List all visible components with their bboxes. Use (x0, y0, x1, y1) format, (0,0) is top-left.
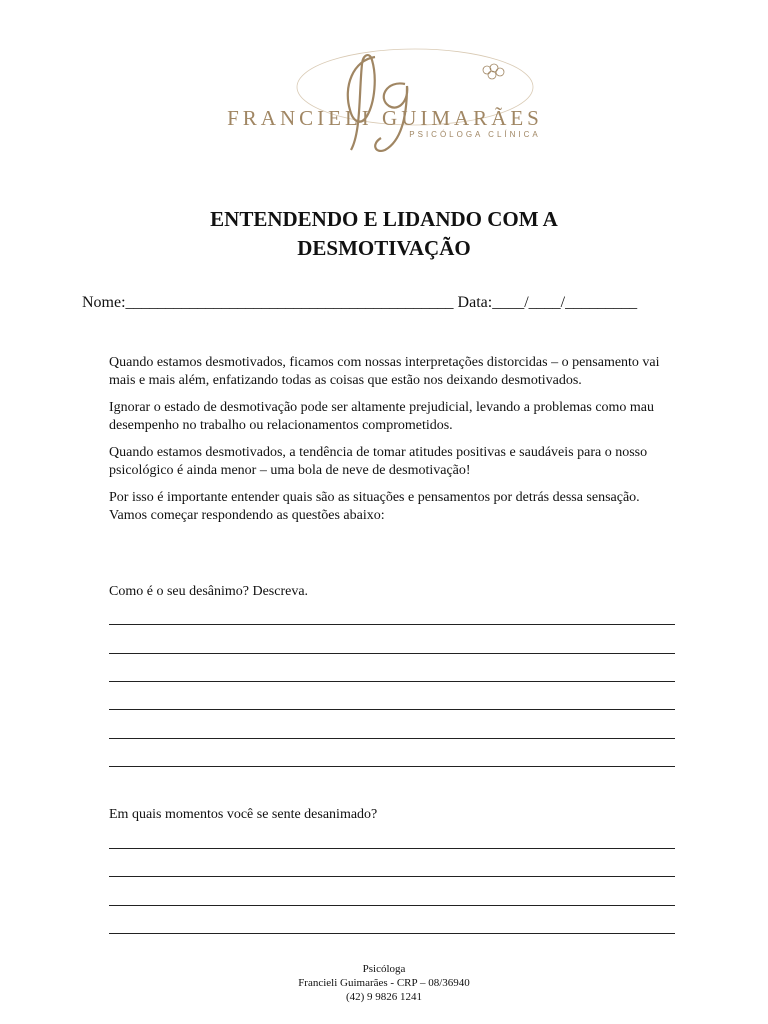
answer-line[interactable] (109, 766, 675, 767)
name-label: Nome: (82, 294, 126, 311)
intro-paragraph: Por isso é importante entender quais são as situações e pensamentos por detrás dessa sensação. Vamos começar respondendo as questões abaixo: (109, 490, 640, 523)
answer-line[interactable] (109, 681, 675, 682)
answer-line[interactable] (109, 738, 675, 739)
intro-paragraph: Quando estamos desmotivados, a tendência de tomar atitudes positivas e saudáveis para o nosso psicológico é ainda menor – uma bola de neve de desmotivação! (109, 445, 648, 478)
answer-line[interactable] (109, 653, 675, 654)
title-line-1: ENTENDENDO E LIDANDO COM A (210, 207, 558, 231)
answer-line[interactable] (109, 848, 675, 849)
question-2: Em quais momentos você se sente desanimado? (109, 807, 378, 822)
footer-name: Francieli Guimarães - CRP – 08/36940 (298, 977, 470, 989)
intro-text (109, 354, 679, 534)
page-title (0, 205, 768, 263)
intro-paragraph: Ignorar o estado de desmotivação pode ser altamente prejudicial, levando a problemas como mau desempenho no trabalho ou relacionamentos comprometidos. (109, 400, 655, 433)
logo-subtitle: PSICÓLOGA CLÍNICA (409, 130, 541, 139)
logo (225, 42, 545, 154)
footer-phone: (42) 9 9826 1241 (345, 991, 423, 1003)
footer-role: Psicóloga (362, 963, 406, 975)
title-line-2: DESMOTIVAÇÃO (297, 236, 471, 260)
answer-line[interactable] (109, 709, 675, 710)
answer-line[interactable] (109, 624, 675, 625)
footer (0, 962, 768, 1004)
date-label: Data: (453, 294, 493, 311)
logo-name: FRANCIELI GUIMARÃES (227, 106, 543, 130)
flower-icon (483, 64, 504, 79)
name-date-row (82, 294, 722, 312)
answer-line[interactable] (109, 933, 675, 934)
intro-paragraph: Quando estamos desmotivados, ficamos com nossas interpretações distorcidas – o pensamento vai mais e mais além, enfatizando todas as coisas que estão nos deixando desmotivados. (109, 355, 660, 388)
name-field[interactable]: _________________________________________ (125, 294, 454, 311)
question-1: Como é o seu desânimo? Descreva. (109, 584, 309, 599)
answer-line[interactable] (109, 876, 675, 877)
date-field[interactable]: ____/____/_________ (492, 294, 638, 311)
answer-line[interactable] (109, 905, 675, 906)
